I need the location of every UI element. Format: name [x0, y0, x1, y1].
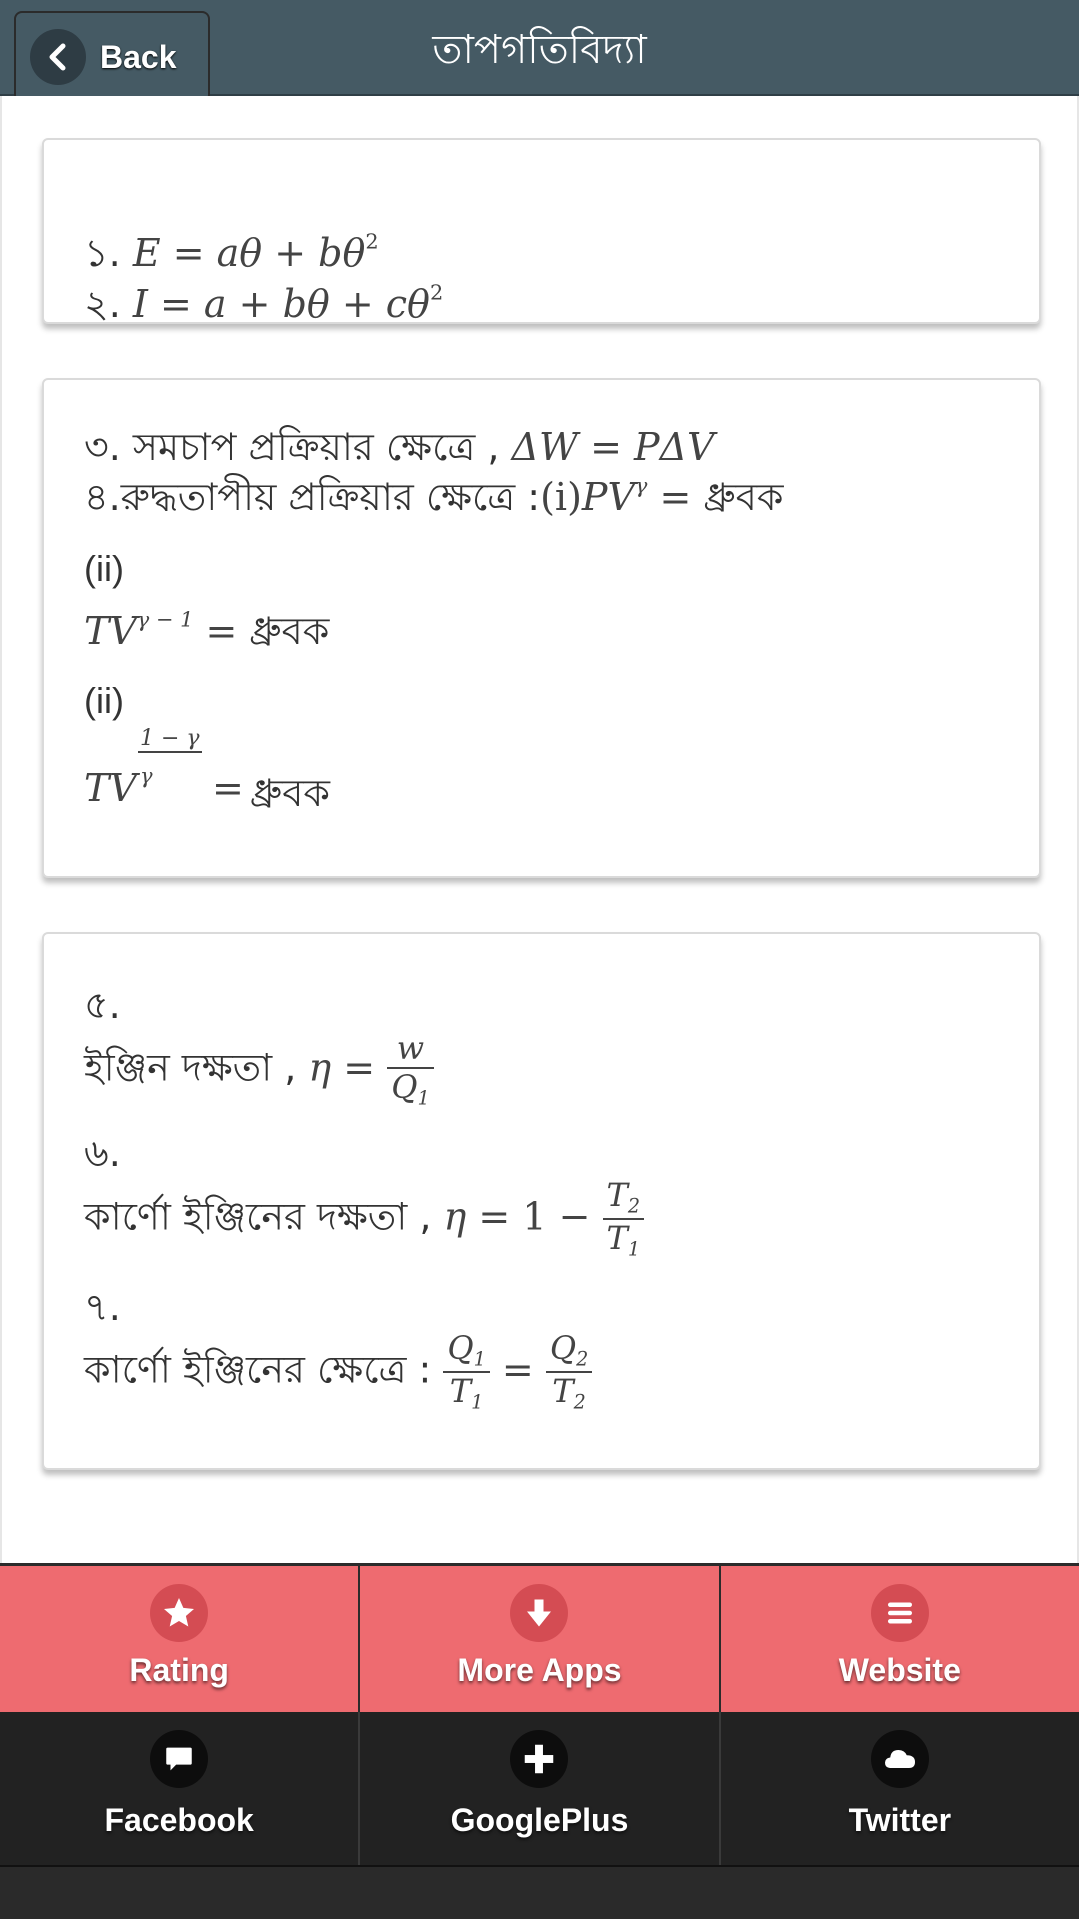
- denominator: [603, 1220, 645, 1261]
- numerator: [603, 1177, 645, 1220]
- formula-text: ৩. সমচাপ প্রক্রিয়ার ক্ষেত্রে ,: [84, 425, 500, 469]
- footer-action-bar: [0, 1563, 1079, 1712]
- formula-card-2: [42, 378, 1041, 878]
- num-symbol: Q: [447, 1329, 474, 1367]
- formula-4: [84, 468, 783, 532]
- formula-fraction-exponent: 1 − γ: [140, 726, 200, 751]
- sub-label-ii-2: (ii): [84, 680, 124, 721]
- equals-sign: =: [343, 1045, 376, 1090]
- formula-math: TV: [84, 609, 137, 653]
- cloud-icon: [871, 1730, 929, 1788]
- formula-6-number: ৬.: [84, 1131, 121, 1175]
- num-symbol: T: [606, 1176, 628, 1214]
- den-symbol: T: [552, 1371, 574, 1410]
- plus-icon: [510, 1730, 568, 1788]
- content-area: [0, 96, 1079, 1563]
- formula-lhs: E: [132, 231, 161, 275]
- formula-2: [84, 275, 443, 339]
- num-subscript: 1: [473, 1347, 486, 1371]
- constant-word: ধ্রুবক: [250, 771, 331, 815]
- den-subscript: 2: [573, 1390, 586, 1414]
- chat-icon: [150, 1730, 208, 1788]
- formula-card-1: [42, 138, 1041, 324]
- formula-exponent: γ − 1: [136, 607, 194, 632]
- den-subscript: 1: [627, 1237, 641, 1261]
- formula-text: ইঞ্জিন দক্ষতা ,: [84, 1045, 297, 1090]
- googleplus-button[interactable]: [358, 1712, 718, 1865]
- footer-bottom-strip: [0, 1867, 1079, 1919]
- denominator: [387, 1069, 433, 1110]
- formula-card-3: [42, 932, 1041, 1470]
- fraction-w-over-q1: [387, 1030, 433, 1110]
- num-subscript: 2: [576, 1347, 589, 1371]
- formula-math: PV: [581, 475, 635, 519]
- formula-5-number: ৫.: [84, 983, 121, 1027]
- equals-sign: =: [501, 1347, 534, 1392]
- formula-rhs: = aθ + bθ: [172, 231, 366, 275]
- formula-index: (i): [540, 475, 582, 519]
- download-icon: [510, 1584, 568, 1642]
- eta-symbol: η: [308, 1045, 332, 1090]
- eta-symbol: η: [443, 1194, 467, 1239]
- num-subscript: 2: [627, 1194, 641, 1218]
- formula-exponent: 2: [365, 229, 379, 254]
- fraction-t2-over-t1: [603, 1177, 645, 1261]
- rating-label: Rating: [129, 1652, 229, 1688]
- rating-button[interactable]: [0, 1566, 358, 1712]
- den-symbol: T: [449, 1371, 472, 1410]
- equals-sign: =: [478, 1194, 511, 1239]
- website-button[interactable]: [719, 1566, 1079, 1712]
- formula-carnot-efficiency: [84, 1177, 644, 1261]
- more-apps-label: More Apps: [457, 1652, 622, 1688]
- twitter-button[interactable]: [719, 1712, 1079, 1865]
- menu-icon: [871, 1584, 929, 1642]
- one-minus: 1 −: [522, 1194, 591, 1239]
- constant-word: ধ্রুবক: [703, 475, 784, 519]
- formula-text: কার্ণো ইঞ্জিনের ক্ষেত্রে :: [84, 1347, 432, 1392]
- den-symbol: T: [606, 1218, 628, 1257]
- twitter-label: Twitter: [848, 1802, 952, 1838]
- more-apps-button[interactable]: [358, 1566, 718, 1712]
- numerator: w: [387, 1030, 433, 1069]
- formula-text: কার্ণো ইঞ্জিনের দক্ষতা ,: [84, 1194, 432, 1239]
- formula-exponent: γ: [140, 764, 153, 788]
- formula-5: [84, 602, 329, 666]
- fraction-q2-over-t2: [546, 1330, 592, 1414]
- den-subscript: 1: [417, 1086, 430, 1110]
- googleplus-label: GooglePlus: [450, 1802, 629, 1838]
- formula-lhs: I: [132, 282, 148, 326]
- formula-7-number: ৭.: [84, 1285, 121, 1329]
- header-bar: [0, 0, 1079, 96]
- footer-social-bar: [0, 1712, 1079, 1867]
- num-symbol: Q: [549, 1329, 577, 1367]
- facebook-label: Facebook: [104, 1802, 254, 1838]
- formula-carnot-ratio: [84, 1330, 592, 1414]
- constant-word: ধ্রুবক: [249, 609, 330, 653]
- den-subscript: 1: [471, 1390, 484, 1414]
- star-icon: [150, 1584, 208, 1642]
- equals-sign: =: [205, 609, 238, 653]
- formula-exponent: γ: [634, 473, 648, 498]
- sub-label-ii-1: (ii): [84, 548, 124, 589]
- page-title: তাপগতিবিদ্যা: [432, 27, 647, 73]
- formula-engine-efficiency: [84, 1030, 434, 1110]
- formula-exponent: 2: [429, 280, 444, 305]
- fraction-q1-over-t1: [443, 1330, 489, 1414]
- equals-sign: =: [212, 766, 244, 810]
- formula-number: ২.: [84, 282, 121, 326]
- website-label: Website: [838, 1652, 961, 1688]
- den-symbol: Q: [391, 1067, 418, 1106]
- formula-math: TV: [84, 766, 137, 810]
- numerator: [443, 1330, 489, 1373]
- formula-math: ΔW = PΔV: [511, 425, 715, 469]
- formula-number: ১.: [84, 231, 121, 275]
- back-button-label: Back: [100, 38, 177, 75]
- numerator: [546, 1330, 592, 1373]
- formula-rhs: = a + bθ + cθ: [160, 282, 430, 326]
- formula-text: ৪.রুদ্ধতাপীয় প্রক্রিয়ার ক্ষেত্রে :: [84, 475, 541, 519]
- equals-sign: =: [659, 475, 692, 519]
- denominator: [443, 1373, 489, 1414]
- denominator: [546, 1373, 592, 1414]
- facebook-button[interactable]: [0, 1712, 358, 1865]
